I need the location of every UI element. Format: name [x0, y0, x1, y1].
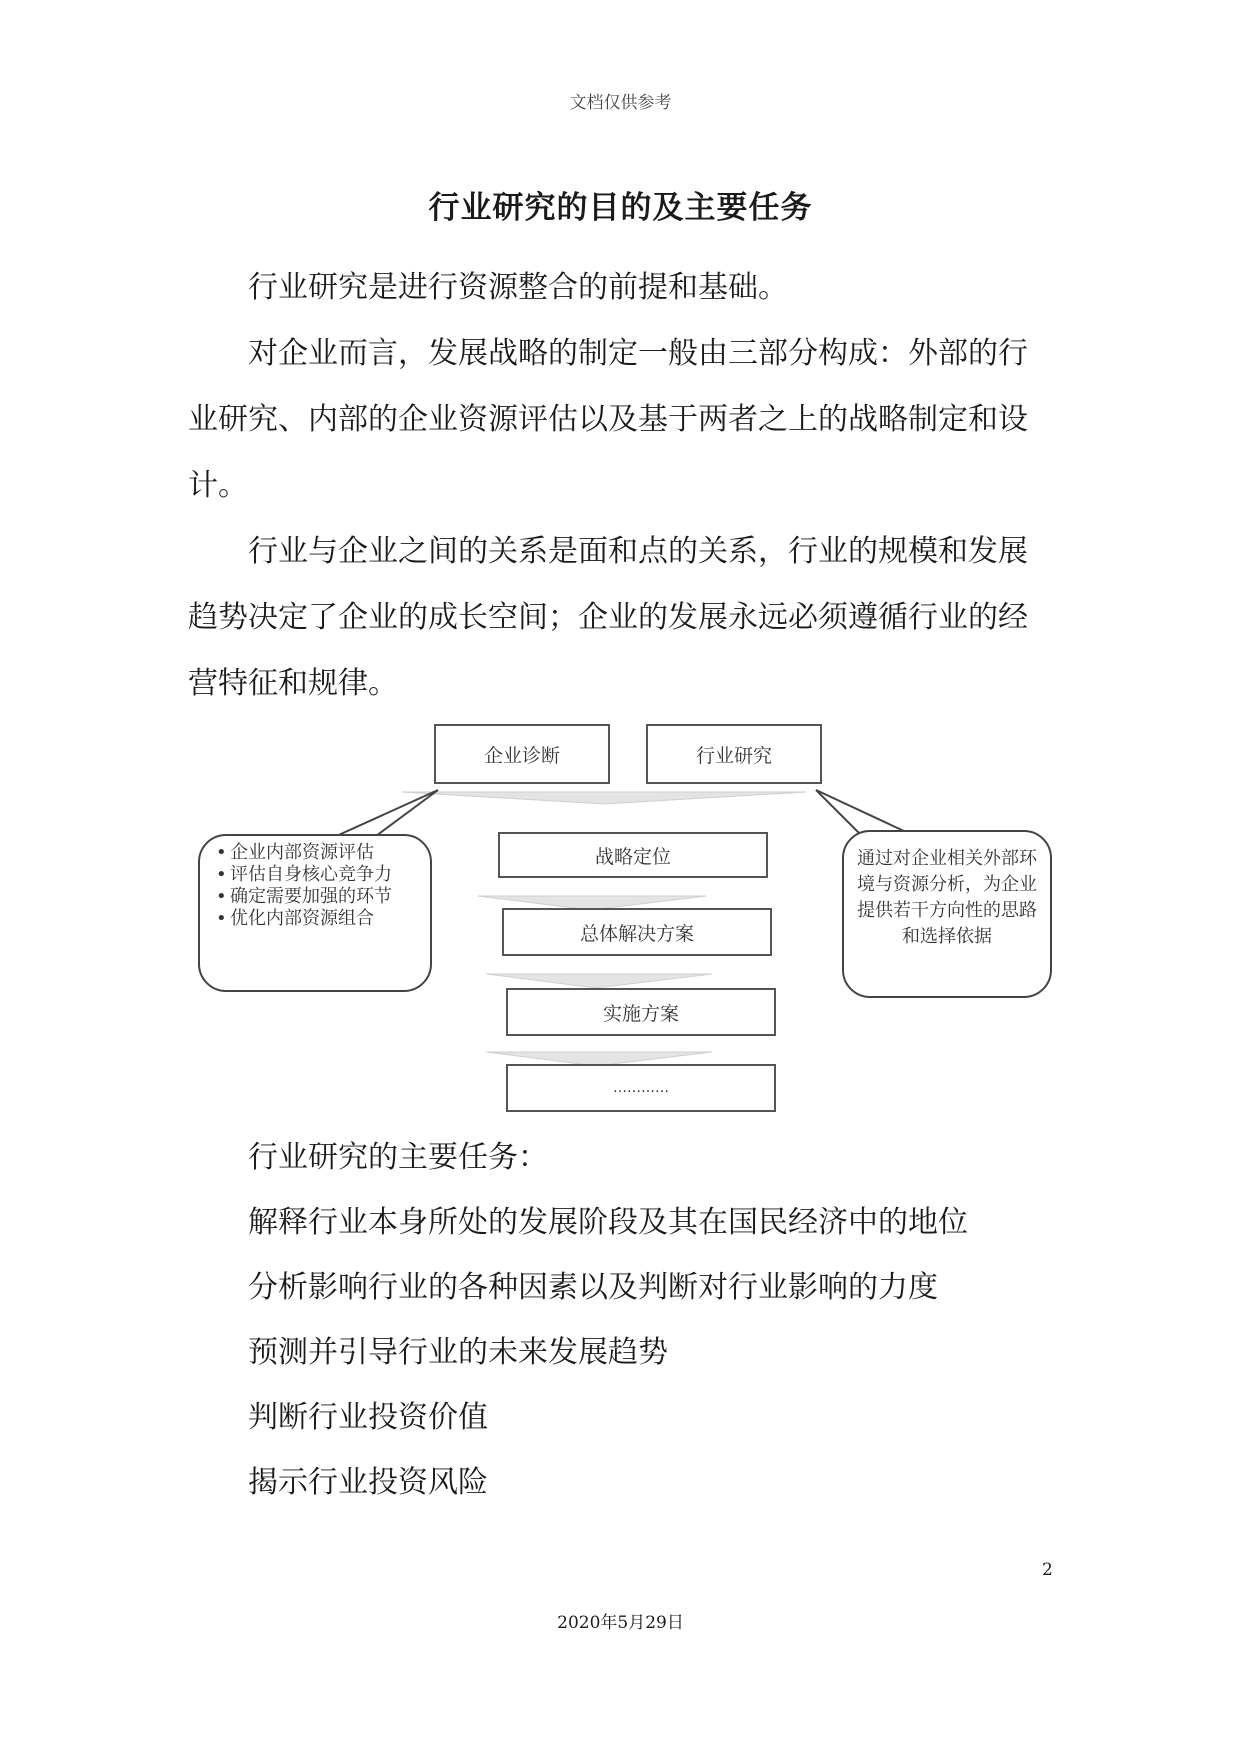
bubble-item-3: • 确定需要加强的环节: [230, 886, 424, 908]
task-item-3: 预测并引导行业的未来发展趋势: [248, 1335, 668, 1370]
step-implementation: 实施方案: [506, 988, 776, 1036]
box-enterprise-diagnosis: 企业诊断: [434, 724, 610, 784]
task-item-1: 解释行业本身所处的发展阶段及其在国民经济中的地位: [248, 1205, 968, 1240]
right-callout-bubble: 通过对企业相关外部环境与资源分析，为企业提供若干方向性的思路和选择依据: [842, 830, 1052, 998]
left-callout-bubble: [198, 834, 432, 992]
step-overall-solution: 总体解决方案: [502, 908, 772, 956]
task-item-4: 判断行业投资价值: [248, 1400, 488, 1435]
body-paragraphs: [188, 255, 1048, 717]
task-item-2: 分析影响行业的各种因素以及判断对行业影响的力度: [248, 1270, 938, 1305]
paragraph-3: 行业与企业之间的关系是面和点的关系，行业的规模和发展趋势决定了企业的成长空间；企业的发展永远必须遵循行业的经营特征和规律。: [188, 534, 1028, 701]
paragraph-2: 对企业而言，发展战略的制定一般由三部分构成：外部的行业研究、内部的企业资源评估以及基于两者之上的战略制定和设计。: [188, 336, 1028, 503]
page-number: 2: [1042, 1560, 1053, 1580]
top-arrow-shape: [402, 792, 806, 804]
step-ellipsis: …………: [506, 1064, 776, 1112]
left-callout-pointer: [332, 790, 438, 838]
paragraph-1: 行业研究是进行资源整合的前提和基础。: [248, 270, 788, 305]
step-strategic-positioning: 战略定位: [498, 832, 768, 878]
footer-date: 2020年5月29日: [557, 1613, 684, 1633]
header-note: 文档仅供参考: [569, 93, 672, 113]
process-diagram: [186, 712, 1066, 1132]
task-item-5: 揭示行业投资风险: [248, 1465, 488, 1500]
arrow-2: [486, 974, 712, 988]
tasks-heading: 行业研究的主要任务：: [248, 1140, 548, 1175]
bubble-item-4: • 优化内部资源组合: [230, 908, 424, 930]
bubble-item-2: • 评估自身核心竞争力: [230, 864, 424, 886]
box-industry-research: 行业研究: [646, 724, 822, 784]
bubble-item-1: • 企业内部资源评估: [230, 842, 424, 864]
page-title: 行业研究的目的及主要任务: [428, 190, 813, 226]
